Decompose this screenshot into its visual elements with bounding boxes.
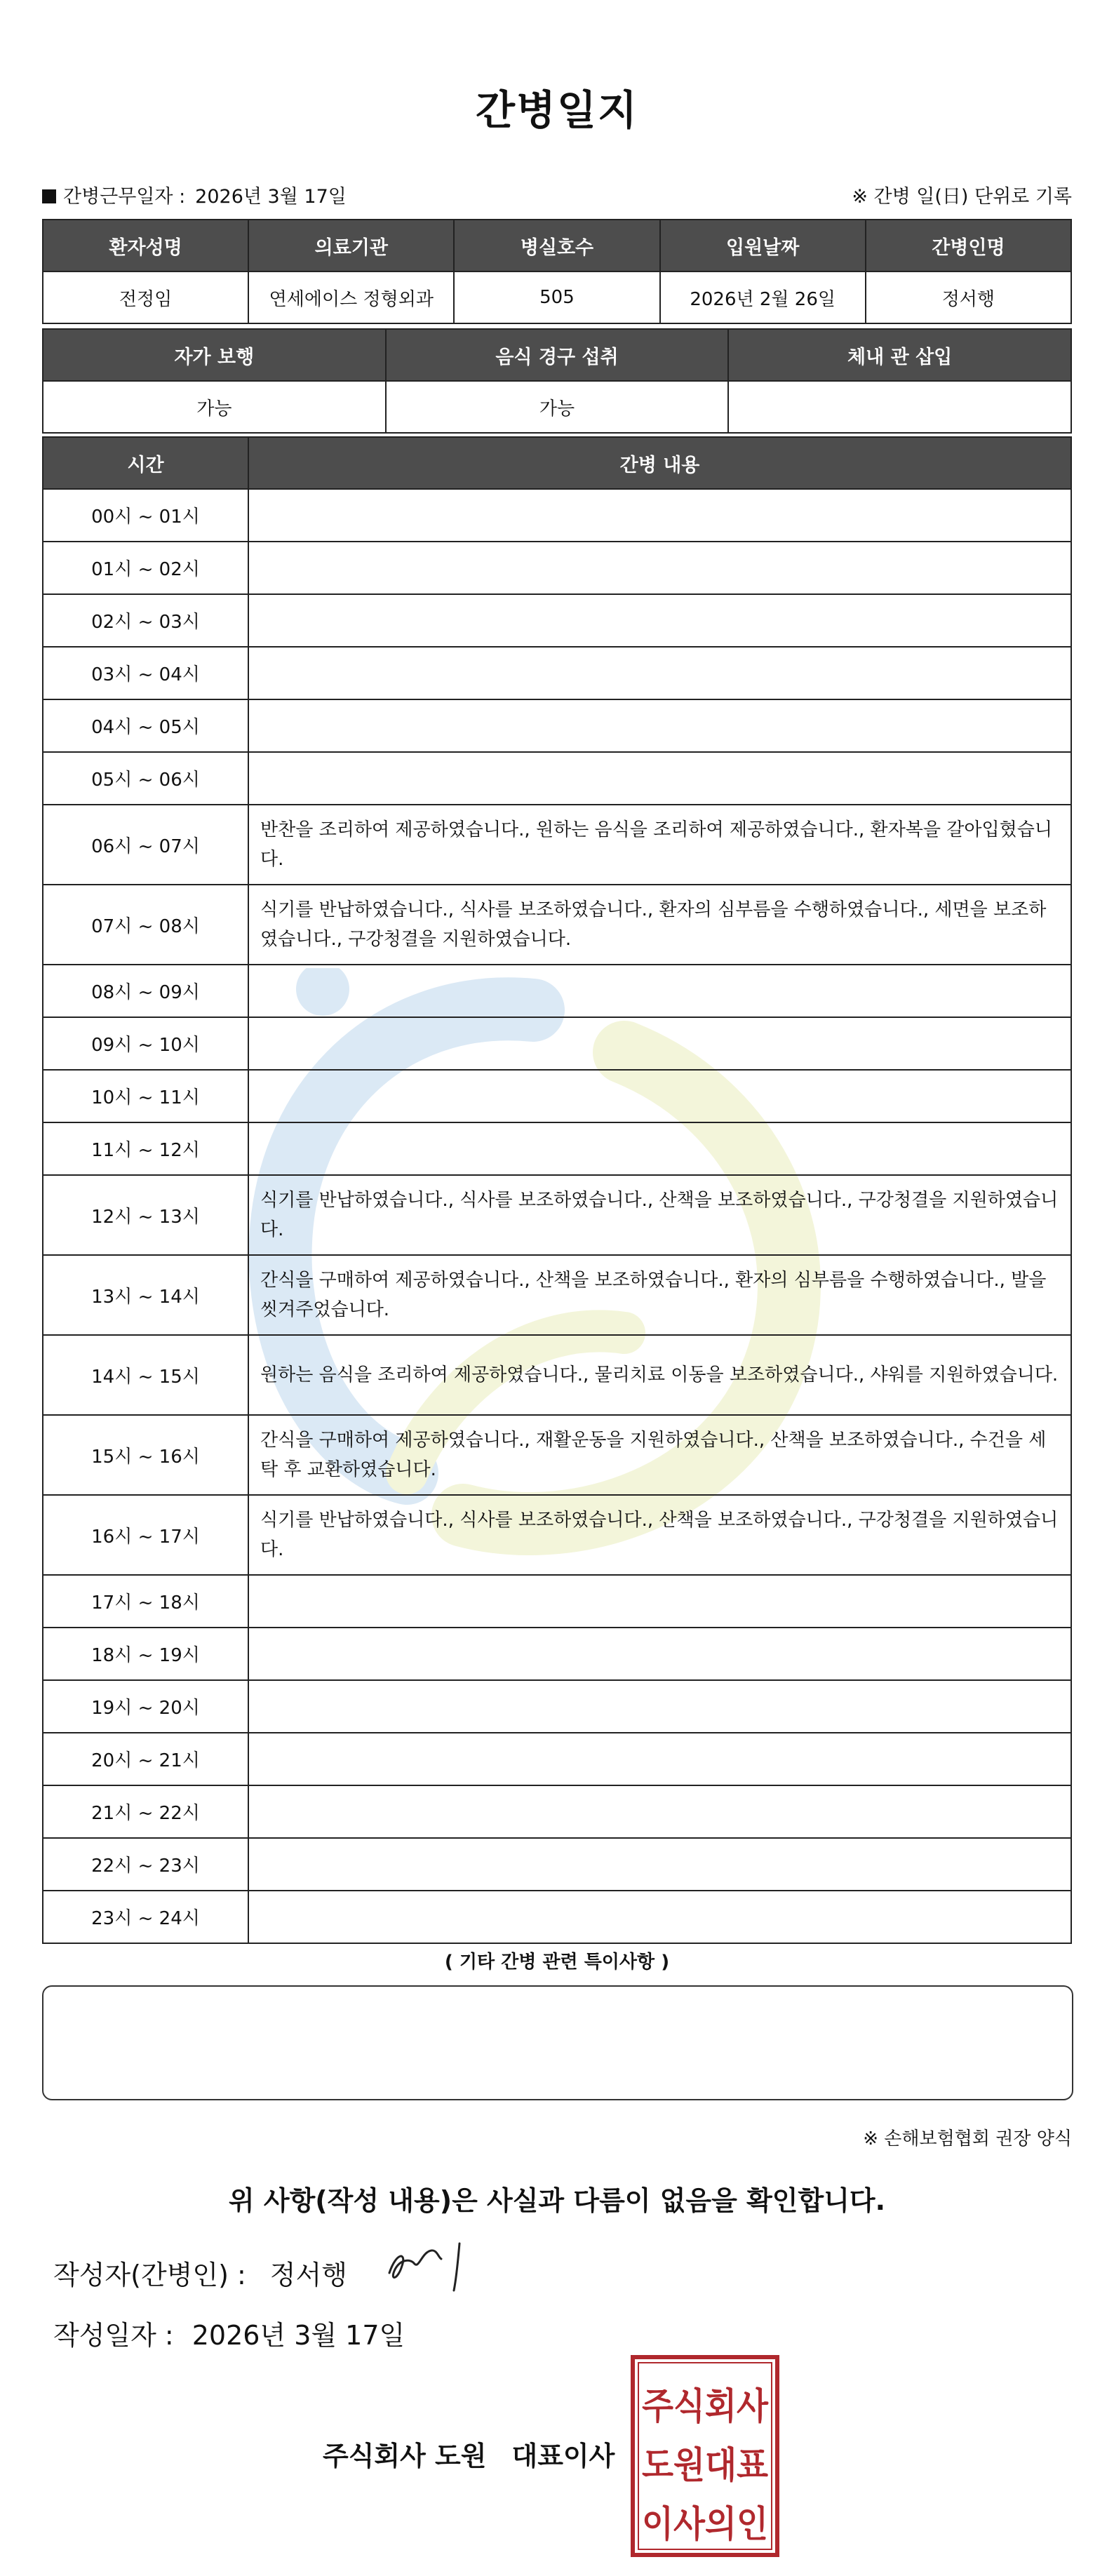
log-time-cell: 12시 ~ 13시	[43, 1175, 248, 1255]
log-time-cell: 23시 ~ 24시	[43, 1891, 248, 1943]
header-care-content: 간병 내용	[248, 437, 1071, 489]
self-walking-value: 가능	[43, 381, 386, 433]
header-oral-intake: 음식 경구 섭취	[386, 329, 729, 381]
log-row	[43, 752, 1071, 805]
document-title: 간병일지	[475, 86, 639, 134]
log-row	[43, 1495, 1071, 1575]
log-row	[43, 1175, 1071, 1255]
written-date-value: 2026년 3월 17일	[192, 2320, 405, 2351]
log-time-cell: 02시 ~ 03시	[43, 594, 248, 647]
log-row	[43, 1017, 1071, 1070]
log-time-cell: 04시 ~ 05시	[43, 699, 248, 752]
log-row	[43, 1415, 1071, 1495]
header-time: 시간	[43, 437, 248, 489]
log-time-cell: 15시 ~ 16시	[43, 1415, 248, 1495]
admission-date: 2026년 2월 26일	[660, 271, 866, 323]
log-row	[43, 1838, 1071, 1891]
log-content-cell: 간식을 구매하여 제공하였습니다., 재활운동을 지원하였습니다., 산책을 보조하였습니다., 수건을 세탁 후 교환하였습니다.	[248, 1415, 1071, 1495]
log-row	[43, 1785, 1071, 1838]
bullet-square-icon	[42, 189, 56, 203]
log-time-cell: 06시 ~ 07시	[43, 805, 248, 885]
log-content-cell	[248, 647, 1071, 699]
log-content-cell	[248, 699, 1071, 752]
log-time-cell: 22시 ~ 23시	[43, 1838, 248, 1891]
work-date	[42, 181, 347, 208]
writer-name: 정서행	[269, 2260, 347, 2290]
log-row	[43, 699, 1071, 752]
work-date-value: 2026년 3월 17일	[195, 186, 347, 208]
log-time-cell: 10시 ~ 11시	[43, 1070, 248, 1122]
log-time-cell: 21시 ~ 22시	[43, 1785, 248, 1838]
log-content-cell	[248, 1785, 1071, 1838]
writer-line	[53, 2253, 347, 2292]
caregiver-name: 정서행	[866, 271, 1071, 323]
log-row	[43, 1628, 1071, 1680]
log-content-cell	[248, 1628, 1071, 1680]
log-time-cell: 03시 ~ 04시	[43, 647, 248, 699]
log-content-cell: 간식을 구매하여 제공하였습니다., 산책을 보조하였습니다., 환자의 심부름을 수행하였습니다., 발을 씻겨주었습니다.	[248, 1255, 1071, 1335]
log-time-cell: 01시 ~ 02시	[43, 542, 248, 594]
company-seal-stamp	[630, 2354, 780, 2558]
log-row	[43, 594, 1071, 647]
patient-info-table	[42, 219, 1072, 324]
log-time-cell: 00시 ~ 01시	[43, 489, 248, 542]
writer-label: 작성자(간병인) :	[53, 2260, 246, 2290]
header-hospital: 의료기관	[248, 220, 454, 271]
log-time-cell: 17시 ~ 18시	[43, 1575, 248, 1628]
log-row	[43, 1255, 1071, 1335]
header-self-walking: 자가 보행	[43, 329, 386, 381]
patient-status-table	[42, 328, 1072, 434]
log-content-cell	[248, 1733, 1071, 1785]
log-time-cell: 05시 ~ 06시	[43, 752, 248, 805]
company-line	[323, 2434, 615, 2473]
log-row	[43, 965, 1071, 1017]
log-row	[43, 1335, 1071, 1415]
log-row	[43, 885, 1071, 965]
hospital: 연세에이스 정형외과	[248, 271, 454, 323]
log-row	[43, 1122, 1071, 1175]
log-row	[43, 1070, 1071, 1122]
log-row	[43, 542, 1071, 594]
log-row	[43, 1891, 1071, 1943]
log-content-cell: 식기를 반납하였습니다., 식사를 보조하였습니다., 환자의 심부름을 수행하였습니다., 세면을 보조하였습니다., 구강청결을 지원하였습니다.	[248, 885, 1071, 965]
log-content-cell	[248, 1838, 1071, 1891]
tube-insertion-value	[728, 381, 1071, 433]
log-row	[43, 1575, 1071, 1628]
confirmation-statement: 위 사항(작성 내용)은 사실과 다름이 없음을 확인합니다.	[228, 2185, 886, 2216]
company-name: 주식회사 도원	[323, 2441, 487, 2471]
special-notes-box	[42, 1985, 1073, 2100]
log-row	[43, 1680, 1071, 1733]
log-time-cell: 11시 ~ 12시	[43, 1122, 248, 1175]
log-row	[43, 1733, 1071, 1785]
special-notes-title: ( 기타 간병 관련 특이사항 )	[444, 1952, 670, 1973]
patient-name: 전정임	[43, 271, 248, 323]
log-time-cell: 09시 ~ 10시	[43, 1017, 248, 1070]
log-content-cell	[248, 1680, 1071, 1733]
log-row	[43, 647, 1071, 699]
log-content-cell	[248, 1575, 1071, 1628]
log-time-cell: 19시 ~ 20시	[43, 1680, 248, 1733]
log-content-cell: 식기를 반납하였습니다., 식사를 보조하였습니다., 산책을 보조하였습니다., 구강청결을 지원하였습니다.	[248, 1495, 1071, 1575]
header-room: 병실호수	[454, 220, 659, 271]
log-content-cell: 식기를 반납하였습니다., 식사를 보조하였습니다., 산책을 보조하였습니다., 구강청결을 지원하였습니다.	[248, 1175, 1071, 1255]
log-content-cell	[248, 594, 1071, 647]
header-patient-name: 환자성명	[43, 220, 248, 271]
log-content-cell	[248, 1122, 1071, 1175]
log-content-cell	[248, 1070, 1071, 1122]
log-content-cell	[248, 542, 1071, 594]
hourly-care-log-table	[42, 436, 1072, 1944]
company-title: 대표이사	[511, 2441, 615, 2471]
signature-image	[382, 2238, 481, 2294]
log-content-cell	[248, 489, 1071, 542]
log-time-cell: 14시 ~ 15시	[43, 1335, 248, 1415]
header-tube-insertion: 체내 관 삽입	[728, 329, 1071, 381]
log-content-cell	[248, 965, 1071, 1017]
svg-text:주식회사: 주식회사	[642, 2386, 769, 2428]
svg-text:이사의인: 이사의인	[642, 2504, 768, 2546]
header-caregiver-name: 간병인명	[866, 220, 1071, 271]
header-admission-date: 입원날짜	[660, 220, 866, 271]
written-date-label: 작성일자 :	[53, 2320, 174, 2351]
log-content-cell	[248, 1891, 1071, 1943]
log-time-cell: 08시 ~ 09시	[43, 965, 248, 1017]
log-content-cell: 원하는 음식을 조리하여 제공하였습니다., 물리치료 이동을 보조하였습니다., 샤워를 지원하였습니다.	[248, 1335, 1071, 1415]
log-content-cell	[248, 752, 1071, 805]
daily-record-note: ※ 간병 일(日) 단위로 기록	[852, 186, 1072, 208]
log-content-cell	[248, 1017, 1071, 1070]
svg-text:도원대표: 도원대표	[642, 2445, 768, 2487]
log-time-cell: 07시 ~ 08시	[43, 885, 248, 965]
log-time-cell: 16시 ~ 17시	[43, 1495, 248, 1575]
oral-intake-value: 가능	[386, 381, 729, 433]
written-date-line	[53, 2314, 405, 2352]
log-row	[43, 805, 1071, 885]
insurer-form-note: ※ 손해보험협회 권장 양식	[863, 2128, 1072, 2149]
log-row	[43, 489, 1071, 542]
log-time-cell: 13시 ~ 14시	[43, 1255, 248, 1335]
log-time-cell: 18시 ~ 19시	[43, 1628, 248, 1680]
log-time-cell: 20시 ~ 21시	[43, 1733, 248, 1785]
log-content-cell: 반찬을 조리하여 제공하였습니다., 원하는 음식을 조리하여 제공하였습니다., 환자복을 갈아입혔습니다.	[248, 805, 1071, 885]
work-date-label: 간병근무일자 :	[63, 186, 186, 208]
room-number: 505	[454, 271, 659, 323]
